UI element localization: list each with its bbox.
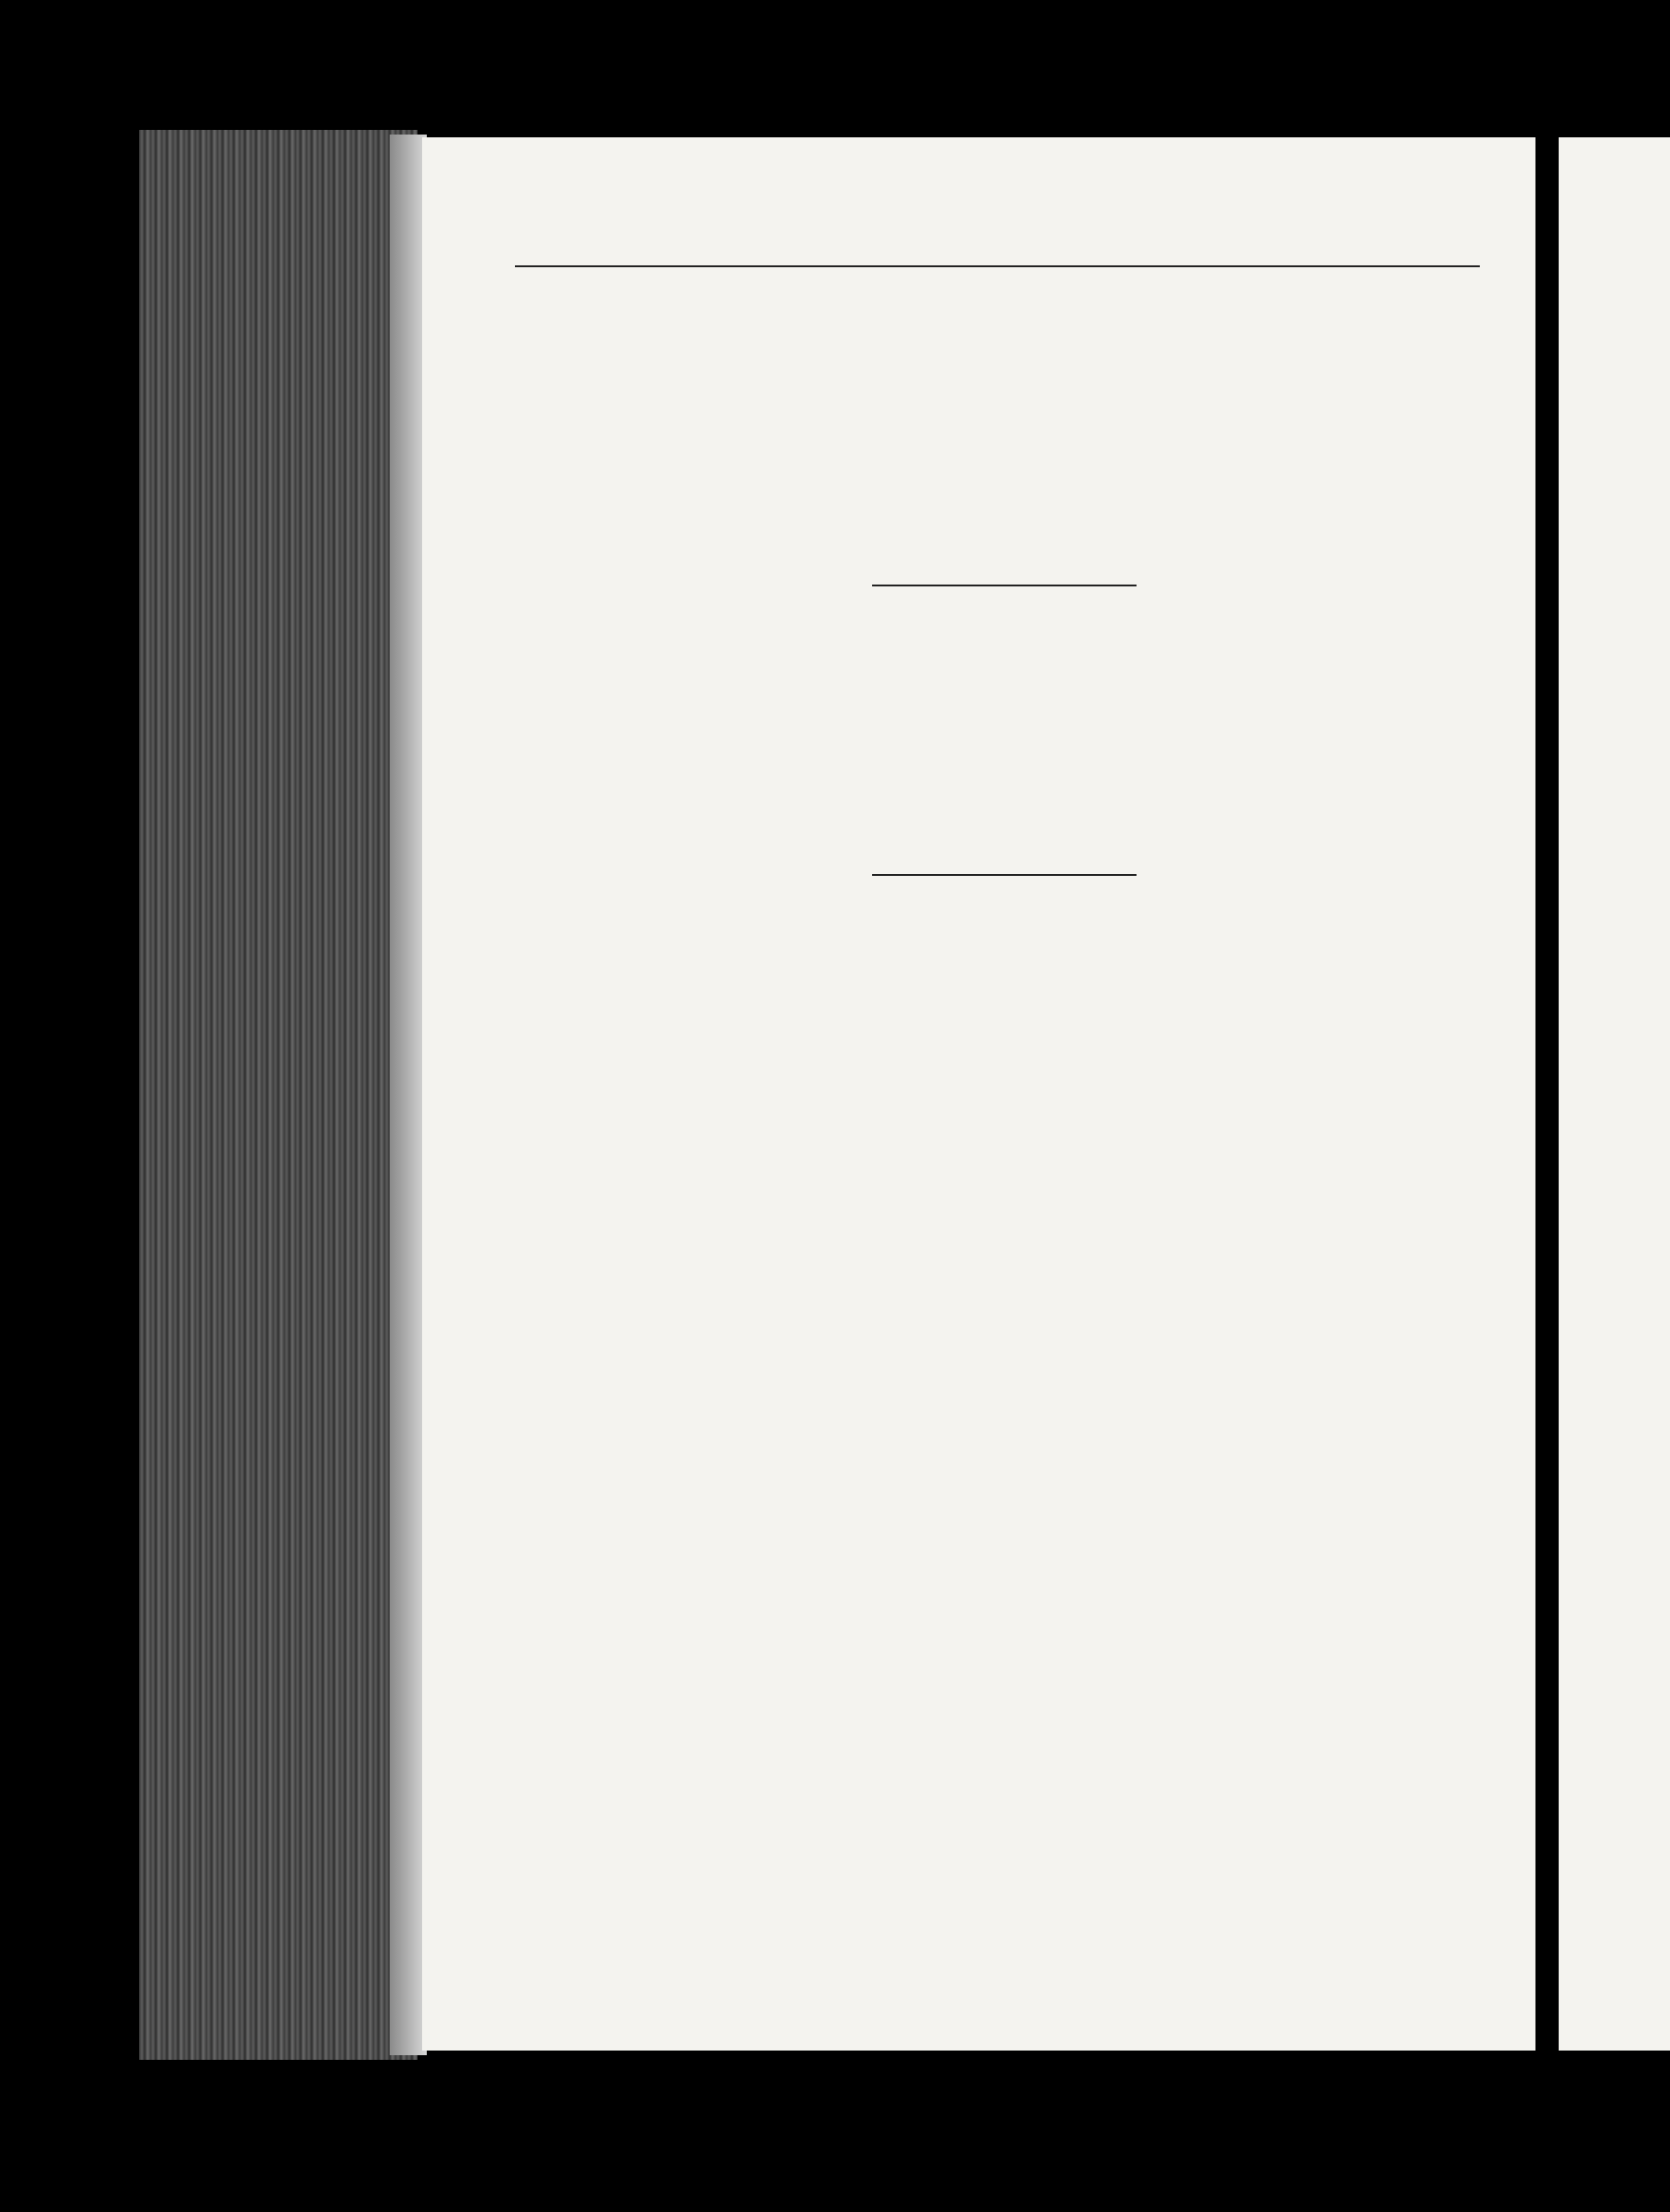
intro-rule <box>872 874 1137 876</box>
title-rule <box>872 585 1137 586</box>
document-page <box>422 137 1535 2051</box>
facing-page-fragment <box>1559 137 1670 2051</box>
header-rule <box>515 265 1480 267</box>
running-head <box>515 212 1480 249</box>
page-gutter <box>390 135 427 2055</box>
book-page-edges <box>139 130 418 2060</box>
